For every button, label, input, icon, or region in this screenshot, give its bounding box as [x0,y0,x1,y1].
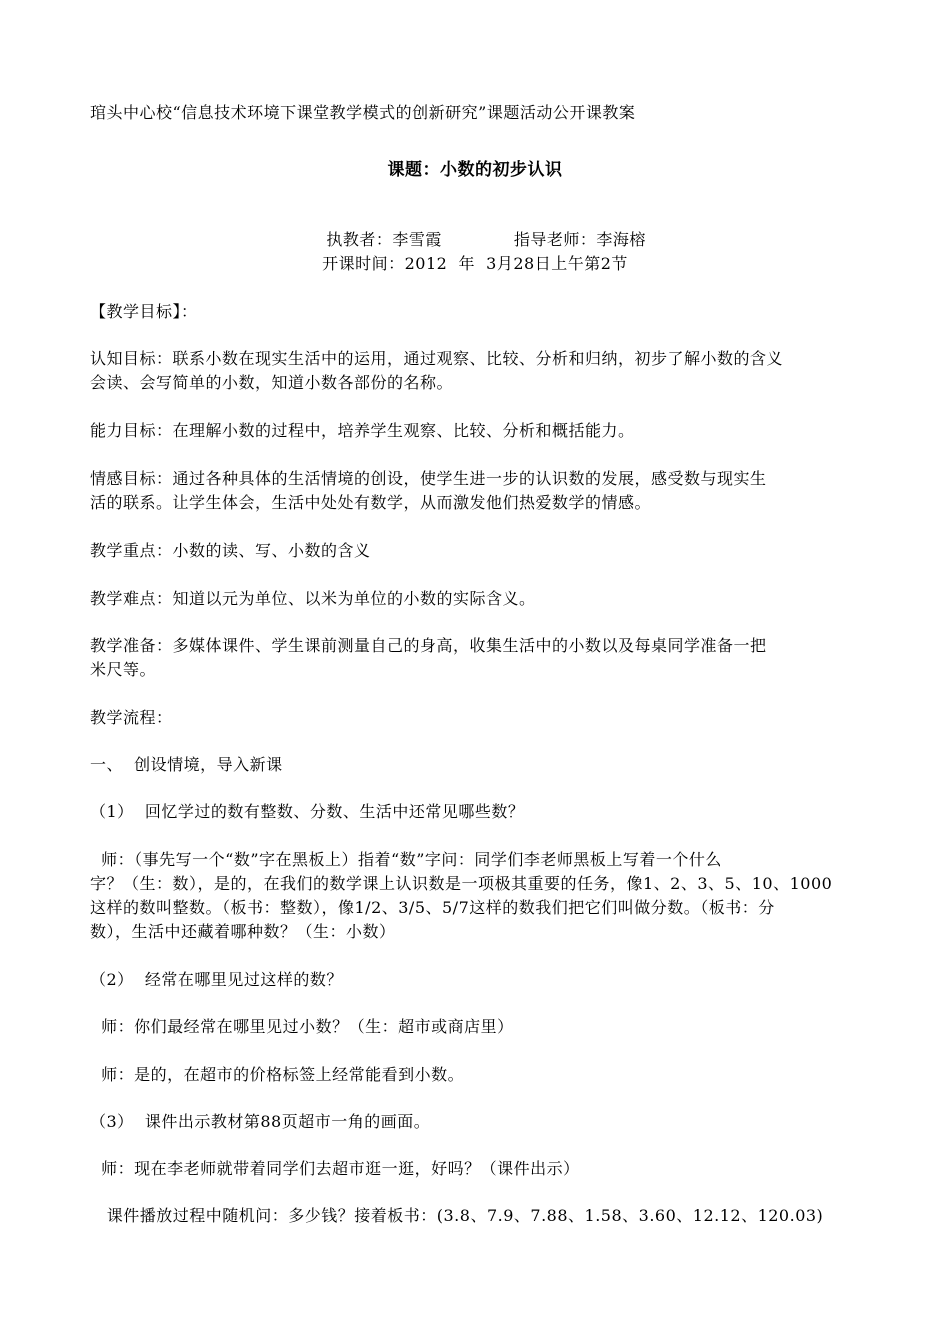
paragraph-2-line-2: 师：是的，在超市的价格标签上经常能看到小数。 [90,1065,465,1084]
preparation-line-1: 教学准备：多媒体课件、学生课前测量自己的身高，收集生活中的小数以及每桌同学准备一把 [90,636,767,655]
lesson-title: 课题：小数的初步认识 [387,160,563,180]
paragraph-3-line-2: 课件播放过程中随机问：多少钱？接着板书：(3.8、7.9、7.88、1.58、3.60、12.12、120.03) [90,1206,824,1225]
paragraph-2-line-1: 师：你们最经常在哪里见过小数？（生：超市或商店里） [90,1017,514,1036]
difficulty: 教学难点：知道以元为单位、以米为单位的小数的实际含义。 [90,589,536,608]
advisor-name: 指导老师：李海榕 [513,230,646,249]
flow-heading: 教学流程： [90,708,173,727]
key-point: 教学重点：小数的读、写、小数的含义 [90,541,371,560]
paragraph-1-line-1: 师：（事先写一个“数”字在黑板上）指着“数”字问：同学们李老师黑板上写着一个什么 [90,850,722,869]
cognitive-goal-line-2: 会读、会写简单的小数，知道小数各部份的名称。 [90,373,454,392]
question-3: （3） 课件出示教材第88页超市一角的画面。 [90,1112,431,1131]
paragraph-1-line-2: 字？（生：数），是的，在我们的数学课上认识数是一项极其重要的任务，像1、2、3、5、10、1000 [90,874,833,893]
paragraph-3-line-1: 师：现在李老师就带着同学们去超市逛一逛，好吗？（课件出示） [90,1159,580,1178]
goals-heading: 【教学目标】： [90,302,198,321]
cognitive-goal-line-1: 认知目标：联系小数在现实生活中的运用，通过观察、比较、分析和归纳，初步了解小数的含义 [90,349,784,368]
question-2: （2） 经常在哪里见过这样的数？ [90,970,343,989]
document-header: 琯头中心校“信息技术环境下课堂教学模式的创新研究”课题活动公开课教案 [90,103,636,122]
emotion-goal-line-2: 活的联系。让学生体会，生活中处处有数学，从而激发他们热爱数学的情感。 [90,493,652,512]
ability-goal: 能力目标：在理解小数的过程中，培养学生观察、比较、分析和概括能力。 [90,421,635,440]
emotion-goal-line-1: 情感目标：通过各种具体的生活情境的创设，使学生进一步的认识数的发展，感受数与现实生 [90,469,767,488]
paragraph-1-line-3: 这样的数叫整数。（板书：整数），像1/2、3/5、5/7这样的数我们把它们叫做分数。（板书：分 [90,898,775,917]
preparation-line-2: 米尺等。 [90,660,157,679]
lesson-time: 开课时间：2012 年 3月28日上午第2节 [322,254,628,273]
paragraph-1-line-4: 数），生活中还藏着哪种数？（生：小数） [90,922,396,941]
section-1-heading: 一、 创设情境，导入新课 [90,755,283,774]
question-1: （1） 回忆学过的数有整数、分数、生活中还常见哪些数？ [90,802,525,821]
teacher-name: 执教者：李雪霞 [326,230,442,249]
